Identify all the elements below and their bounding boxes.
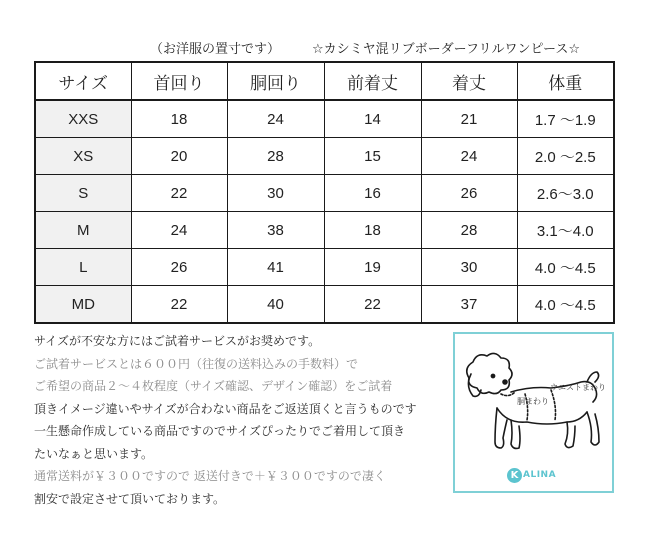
cell-chest: 30 — [227, 175, 324, 212]
cell-front-length: 14 — [324, 100, 421, 138]
table-row — [35, 212, 614, 249]
cell-neck: 18 — [131, 100, 227, 138]
cell-front-length: 16 — [324, 175, 421, 212]
note-line: サイズが不安な方にはご試着サービスがお奨めです。 — [34, 334, 321, 348]
cell-weight: 4.0 〜4.5 — [517, 249, 614, 286]
cell-neck: 20 — [131, 138, 227, 175]
product-name: ☆カシミヤ混リブボーダーフリルワンピース☆ — [312, 42, 580, 57]
header-weight: 体重 — [517, 62, 614, 100]
cell-weight: 2.6〜3.0 — [517, 175, 614, 212]
logo-initial: K — [507, 468, 522, 483]
cell-length: 26 — [421, 175, 517, 212]
cell-size: L — [35, 249, 131, 286]
table-row — [35, 249, 614, 286]
table-row — [35, 138, 614, 175]
note-line: ご試着サービスとは６００円（往復の送料込みの手数料）で — [34, 356, 359, 371]
table-row — [35, 175, 614, 212]
table-header-row — [35, 62, 614, 100]
measurement-diagram — [453, 332, 614, 493]
fitting-service-notes — [34, 330, 454, 510]
cell-weight: 2.0 〜2.5 — [517, 138, 614, 175]
cell-neck: 24 — [131, 212, 227, 249]
cell-chest: 38 — [227, 212, 324, 249]
cell-neck: 22 — [131, 286, 227, 324]
cell-weight: 3.1〜4.0 — [517, 212, 614, 249]
header-size: サイズ — [35, 62, 131, 100]
cell-size: XS — [35, 138, 131, 175]
note-line: 割安で設定させて頂いております。 — [34, 491, 226, 506]
header-length: 着丈 — [421, 62, 517, 100]
cell-length: 37 — [421, 286, 517, 324]
note-line: たいなぁと思います。 — [34, 446, 154, 461]
cell-neck: 26 — [131, 249, 227, 286]
cell-size: XXS — [35, 100, 131, 138]
cell-front-length: 19 — [324, 249, 421, 286]
note-line: 通常送料が￥３００ですので 返送付きで＋￥３００ですので凄く — [34, 469, 386, 483]
cell-weight: 1.7 〜1.9 — [517, 100, 614, 138]
header-front-length: 前着丈 — [324, 62, 421, 100]
cell-neck: 22 — [131, 175, 227, 212]
header-neck: 首回り — [131, 62, 227, 100]
waist-label: ウエストまわり — [550, 383, 606, 392]
logo-text: ALINA — [523, 470, 557, 480]
note-line: 一生懸命作成している商品ですのでサイズぴったりでご着用して頂き — [34, 424, 406, 438]
size-table — [34, 61, 615, 324]
chest-label: 胴まわり — [517, 397, 549, 406]
note-line: ご希望の商品２〜４枚程度（サイズ確認、デザイン確認）をご試着 — [34, 379, 393, 393]
cell-length: 24 — [421, 138, 517, 175]
cell-size: MD — [35, 286, 131, 324]
cell-length: 28 — [421, 212, 517, 249]
cell-length: 21 — [421, 100, 517, 138]
table-row — [35, 100, 614, 138]
header-chest: 胴回り — [227, 62, 324, 100]
cell-weight: 4.0 〜4.5 — [517, 286, 614, 324]
cell-chest: 41 — [227, 249, 324, 286]
cell-chest: 40 — [227, 286, 324, 324]
cell-front-length: 15 — [324, 138, 421, 175]
cell-chest: 24 — [227, 100, 324, 138]
cell-length: 30 — [421, 249, 517, 286]
cell-front-length: 22 — [324, 286, 421, 324]
table-row — [35, 286, 614, 324]
cell-chest: 28 — [227, 138, 324, 175]
cell-size: S — [35, 175, 131, 212]
cell-front-length: 18 — [324, 212, 421, 249]
note-line: 頂きイメージ違いやサイズが合わない商品をご返送頂くと言うものです — [34, 401, 417, 416]
caption-note: （お洋服の置寸です） — [150, 42, 281, 57]
brand-logo — [507, 467, 556, 483]
cell-size: M — [35, 212, 131, 249]
